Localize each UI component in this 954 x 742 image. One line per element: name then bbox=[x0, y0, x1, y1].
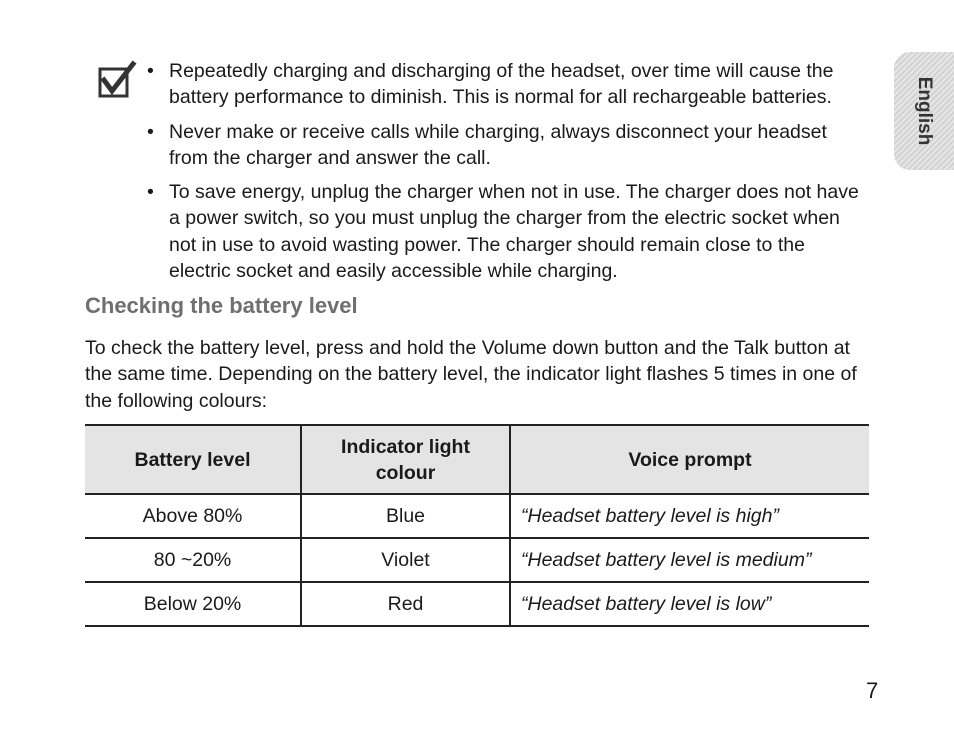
note-bullet-item: • Never make or receive calls while charging, always disconnect your headset from the charger and answer the call. bbox=[147, 120, 827, 169]
cell-voice-prompt: “Headset battery level is low” bbox=[510, 582, 869, 626]
cell-battery-level: Below 20% bbox=[85, 582, 301, 626]
cell-indicator-colour: Violet bbox=[301, 538, 510, 582]
page-number: 7 bbox=[866, 678, 879, 703]
note-bullet-text: Repeatedly charging and discharging of the headset, over time will cause the battery performance to diminish. This is normal for all rechargeable batteries. bbox=[169, 60, 834, 109]
header-battery-level: Battery level bbox=[85, 425, 301, 494]
section-title: Checking the battery level bbox=[85, 293, 358, 318]
note-bullet-text: To save energy, unplug the charger when not in use. The charger does not have a power switch, so you must unplug the charger from the electric socket when not in use to avoid wasting power. The charger should remain close to the electric socket and easily accessible while charging. bbox=[169, 181, 859, 283]
cell-indicator-colour: Blue bbox=[301, 494, 510, 538]
cell-battery-level: 80 ~20% bbox=[85, 538, 301, 582]
table-row bbox=[85, 538, 869, 582]
section-intro: To check the battery level, press and hold the Volume down button and the Talk button at the same time. Depending on the battery level, the indicator light flashes 5 times in one of the following colours: bbox=[85, 337, 857, 412]
battery-level-table bbox=[85, 424, 869, 627]
cell-voice-prompt: “Headset battery level is high” bbox=[510, 494, 869, 538]
table-row bbox=[85, 494, 869, 538]
cell-indicator-colour: Red bbox=[301, 582, 510, 626]
note-bullet-item: • Repeatedly charging and discharging of the headset, over time will cause the battery performance to diminish. This is normal for all rechargeable batteries. bbox=[147, 60, 834, 109]
table-row bbox=[85, 582, 869, 626]
header-voice-prompt: Voice prompt bbox=[510, 425, 869, 494]
cell-battery-level: Above 80% bbox=[85, 494, 301, 538]
language-tab-label: English bbox=[914, 76, 935, 146]
note-bullet-item: • To save energy, unplug the charger when not in use. The charger does not have a power switch, so you must unplug the charger from the electric socket when not in use to avoid wasting power. The charger should remain close to the electric socket and easily accessible while charging. bbox=[147, 181, 859, 283]
language-tab bbox=[894, 52, 954, 170]
header-indicator-colour: Indicator light colour bbox=[301, 425, 510, 494]
note-bullet-list bbox=[147, 58, 867, 292]
checkbox-check-icon bbox=[97, 60, 137, 100]
table-header-row bbox=[85, 425, 869, 494]
cell-voice-prompt: “Headset battery level is medium” bbox=[510, 538, 869, 582]
note-bullet-text: Never make or receive calls while charging, always disconnect your headset from the charger and answer the call. bbox=[169, 120, 827, 169]
